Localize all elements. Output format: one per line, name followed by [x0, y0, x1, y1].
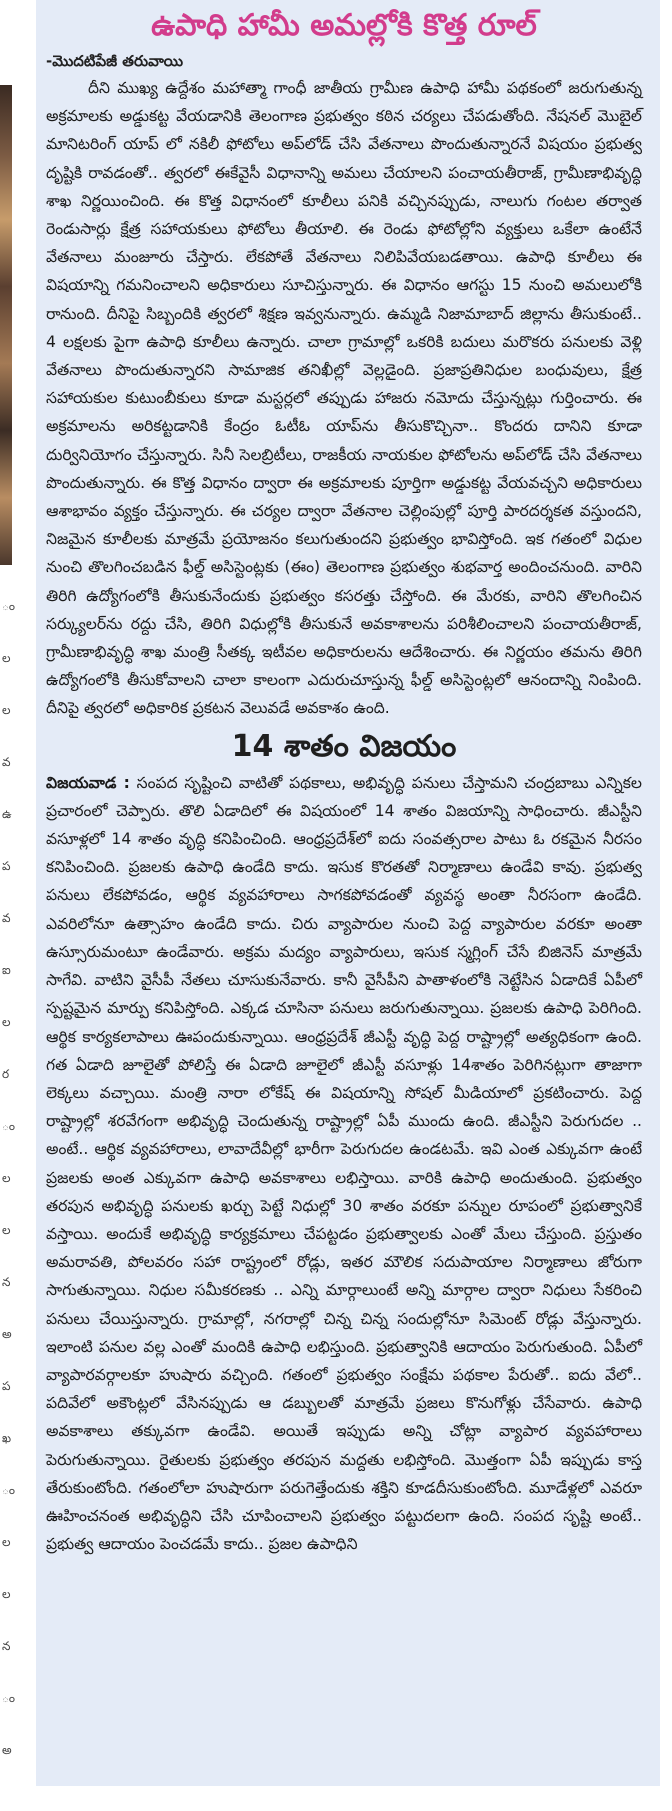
adjacent-column-char: ఐ [2, 963, 11, 977]
byline: -మొదటిపేజీ తరువాయి [46, 52, 184, 70]
adjacent-column-char: న [2, 1639, 11, 1653]
headline-14-percent: 14 శాతం విజయం [231, 728, 457, 764]
adjacent-column-char: ం [2, 599, 16, 613]
dateline: విజయవాడ : [46, 773, 130, 792]
article-panel [36, 0, 660, 1786]
adjacent-column-char: వ [2, 755, 11, 769]
adjacent-column-char: ం [2, 1483, 16, 1497]
adjacent-column-char: ర [2, 1067, 10, 1081]
adjacent-column-char: ల [2, 651, 11, 665]
adjacent-column-strip [0, 0, 36, 1811]
adjacent-column-char: ల [2, 1223, 11, 1237]
adjacent-column-char: ఉ [2, 807, 12, 821]
adjacent-photo-sliver [0, 85, 12, 565]
page-bottom-margin [0, 1786, 672, 1811]
adjacent-column-char: ల [2, 1535, 11, 1549]
article-body-employment-guarantee: దీని ముఖ్య ఉద్దేశం మహాత్మా గాంధీ జాతీయ గ్రామీణ ఉపాధి హామీ పథకంలో జరుగుతున్న అక్రమాలకు అడ్డుకట్ట వేయడానికి తెలంగాణ ప్రభుత్వం కఠిన చర్యలు చేపడుతోంది. నేషనల్ మొబైల్ మానిటరింగ్ యాప్ లో నకిలీ ఫోటోలు అప్‌లోడ్ చేసి వేతనాలు పొందుతున్నారనే విషయం ప్రభుత్వ దృష్టికి రావడంతో.. త్వరలో ఈకేవైసీ విధానాన్ని అమలు చేయాలని పంచాయతీరాజ్, గ్రామీణాభివృద్ధి శాఖ నిర్ణయించింది. ఈ కొత్త విధానంలో కూలీలు పనికి వచ్చినప్పుడు, నాలుగు గంటల తర్వాత రెండుసార్లు క్షేత్ర సహాయకులు ఫోటోలు తీయాలి. ఈ రెండు ఫోటోల్లోని వ్యక్తులు ఒకేలా ఉంటేనే వేతనాలు మంజూరు చేస్తారు. లేకపోతే వేతనాలు నిలిపివేయబడతాయి. ఉపాధి కూలీలు ఈ విషయాన్ని గమనించాలని అధికారులు సూచిస్తున్నారు. ఈ విధానం ఆగస్టు 15 నుంచి అమలులోకి రానుంది. దీనిపై సిబ్బందికి త్వరలో శిక్షణ ఇవ్వనున్నారు. ఉమ్మడి నిజామాబాద్ జిల్లాను తీసుకుంటే.. 4 లక్షలకు పైగా ఉపాధి కూలీలు ఉన్నారు. చాలా గ్రామాల్లో ఒకరికి బదులు మరొకరు పనులకు వెళ్లి వేతనాలు పొందుతున్నారని సామాజిక తనిఖీల్లో వెల్లడైంది. ప్రజాప్రతినిధుల బంధువులు, క్షేత్ర సహాయకుల కుటుంబీకులు కూడా మస్టర్లలో తప్పుడు హాజరు నమోదు చేస్తున్నట్లు గుర్తించారు. ఈ అక్రమాలను అరికట్టడానికి కేంద్రం ఓటీఓ యాప్‌ను తీసుకొచ్చినా.. కొందరు దానిని కూడా దుర్వినియోగం చేస్తున్నారు. సినీ సెలబ్రిటీలు, రాజకీయ నాయకుల ఫోటోలను అప్‌లోడ్ చేసి వేతనాలు పొందుతున్నారు. ఈ కొత్త విధానం ద్వారా ఈ అక్రమాలకు పూర్తిగా అడ్డుకట్ట వేయవచ్చని అధికారులు ఆశాభావం వ్యక్తం చేస్తున్నారు. ఈ చర్యల ద్వారా వేతనాల చెల్లింపుల్లో పూర్తి పారదర్శకత వస్తుందని, నిజమైన కూలీలకు మాత్రమే ప్రయోజనం కలుగుతుందని ప్రభుత్వం భావిస్తోంది. ఇక గతంలో విధుల నుంచి తొలగించబడిన ఫీల్డ్ అసిస్టెంట్లకు (ఈం) తెలంగాణ ప్రభుత్వం శుభవార్త అందించనుంది. వారిని తిరిగి ఉద్యోగంలోకి తీసుకునేందుకు ప్రభుత్వం కసరత్తు చేస్తోంది. ఈ మేరకు, వారిని తొలగించిన సర్క్యులర్‌ను రద్దు చేసి, తిరిగి విధుల్లోకి తీసుకునే అవకాశాలను పరిశీలించాలని పంచాయతీరాజ్, గ్రామీణాభివృద్ధి శాఖ మంత్రి సీతక్క ఇటీవల అధికారులను ఆదేశించారు. ఈ నిర్ణయం తమను తిరిగి ఉద్యోగంలోకి తీసుకోవాలని చాలా కాలంగా ఎదురుచూస్తున్న ఫీల్డ్ అసిస్టెంట్లలో ఆనందాన్ని నింపింది. దీనిపై త్వరలో అధికారిక ప్రకటన వెలువడే అవకాశం ఉంది. [46, 79, 642, 718]
headline-employment-guarantee: ఉపాధి హామీ అమల్లోకి కొత్త రూల్ [151, 8, 537, 43]
adjacent-column-char: ం [2, 1691, 16, 1705]
article-body-14-percent [46, 769, 642, 1559]
adjacent-column-char: ఖ [2, 1431, 12, 1445]
adjacent-column-char: ం [2, 1119, 16, 1133]
adjacent-column-char: అ [2, 1327, 12, 1341]
article-body-text: సంపద సృష్టించి వాటితో పథకాలు, అభివృద్ధి పనులు చేస్తామని చంద్రబాబు ఎన్నికల ప్రచారంలో చెప్పారు. తొలి ఏడాదిలో ఈ విషయంలో 14 శాతం విజయాన్ని సాధించారు. జీఎస్టీని వసూళ్లలో 14 శాతం వృద్ధి కనిపించింది. ఆంధ్రప్రదేశ్‌లో ఐదు సంవత్సరాల పాటు ఓ రకమైన నీరసం కనిపించింది. ప్రజలకు ఉపాధి ఉండేది కాదు. ఇసుక కొరతతో నిర్మాణాలు ఉండేవి కావు. ప్రభుత్వ పనులు లేకపోవడం, ఆర్థిక వ్యవహారాలు సాగకపోవడంతో వ్యవస్థ అంతా నీరసంగా ఉండేది. ఎవరిలోనూ ఉత్సాహం ఉండేది కాదు. చిరు వ్యాపారుల నుంచి పెద్ద వ్యాపారుల వరకూ అంతా ఉస్సూరుమంటూ ఉండేవారు. అక్రమ మద్యం వ్యాపారులు, ఇసుక స్మగ్లింగ్ చేసే బిజినెస్ మాత్రమే సాగేవి. వాటిని వైసీపీ నేతలు చూసుకునేవారు. కానీ వైసీపీని పాతాళంలోకి నెట్టేసిన ఏడాదికే ఏపీలో స్పష్టమైన మార్పు కనిపిస్తోంది. ఎక్కడ చూసినా పనులు జరుగుతున్నాయి. ప్రజలకు ఉపాధి పెరిగింది. ఆర్థిక కార్యకలాపాలు ఊపందుకున్నాయి. ఆంధ్రప్రదేశ్ జీఎస్టీ వృద్ధి పెద్ద రాష్ట్రాల్లో అత్యధికంగా ఉంది. గత ఏడాది జూలైతో పోలిస్తే ఈ ఏడాది జూలైలో జీఎస్టీ వసూళ్లు 14శాతం పెరిగినట్లుగా తాజాగా లెక్కలు వచ్చాయి. మంత్రి నారా లోకేష్ ఈ విషయాన్ని సోషల్ మీడియాలో ప్రకటించారు. పెద్ద రాష్ట్రాల్లో శరవేగంగా అభివృద్ధి చెందుతున్న రాష్ట్రాల్లో ఏపీ ముందు ఉంది. జీఎస్టీని పెరుగుదల .. అంటే.. ఆర్థిక వ్యవహారాలు, లావాదేవీల్లో భారీగా పెరుగుదల ఉండటమే. ఇవి ఎంత ఎక్కువగా ఉంటే ప్రజలకు అంత ఎక్కువగా ఉపాధి అవకాశాలు లభిస్తాయి. వారికి ఉపాధి అందుతుంది. ప్రభుత్వం తరపున అభివృద్ధి పనులకు ఖర్చు పెట్టే నిధుల్లో 30 శాతం వరకూ పన్నుల రూపంలో ప్రభుత్వానికే వస్తాయి. అందుకే అభివృద్ధి కార్యక్రమాలు చేపట్టడం ప్రభుత్వాలకు ఎంతో మేలు చేస్తుంది. ప్రస్తుతం అమరావతి, పోలవరం సహా రాష్ట్రంలో రోడ్లు, ఇతర మౌలిక సదుపాయాల నిర్మాణాలు జోరుగా సాగుతున్నాయి. నిధుల సమీకరణకు .. ఎన్ని మార్గాలుంటే అన్ని మార్గాల ద్వారా నిధులు సేకరించి పనులు చేయిస్తున్నారు. గ్రామాల్లో, నగరాల్లో చిన్న చిన్న సందుల్లోనూ సిమెంట్ రోడ్లు వేస్తున్నారు. ఇలాంటి పనుల వల్ల ఎంతో మందికి ఉపాధి లభిస్తుంది. ప్రభుత్వానికి ఆదాయం పెరుగుతుంది. ఏపీలో వ్యాపారవర్గాలకూ హుషారు వచ్చింది. గతంలో ప్రభుత్వం సంక్షేమ పథకాల పేరుతో.. ఐదు వేలో.. పదివేలో అకౌంట్లలో వేసినప్పుడు ఆ డబ్బులతో మాత్రమే ప్రజలు కొనుగోళ్లు చేసేవారు. ఉపాధి అవకాశాలు తక్కువగా ఉండేవి. అయితే ఇప్పుడు అన్ని చోట్లా వ్యాపార వ్యవహారాలు పెరుగుతున్నాయి. రైతులకు ప్రభుత్వం తరపున మద్దతు లభిస్తోంది. మొత్తంగా ఏపీ ఇప్పుడు కాస్త తేరుకుంటోంది. గతంలోలా హుషారుగా పరుగెత్తేందుకు శక్తిని కూడదీసుకుంటోంది. మూడేళ్లలో ఎవరూ ఊహించనంత అభివృద్ధిని చేసి చూపించాలని ప్రభుత్వం పట్టుదలగా ఉంది. సంపద సృష్టి అంటే.. ప్రభుత్వ ఆదాయం పెంచడమే కాదు.. ప్రజల ఉపాధిని [46, 773, 642, 1554]
adjacent-column-char: అ [2, 1743, 12, 1757]
adjacent-column-char: ల [2, 703, 11, 717]
adjacent-column-char: ల [2, 1015, 11, 1029]
adjacent-column-char: ప [2, 1379, 11, 1393]
adjacent-column-char: ప [2, 859, 11, 873]
adjacent-column-char: ల [2, 1171, 11, 1185]
adjacent-column-char: వ [2, 911, 11, 925]
adjacent-column-char: ల [2, 1587, 11, 1601]
adjacent-column-char: న [2, 1275, 11, 1289]
